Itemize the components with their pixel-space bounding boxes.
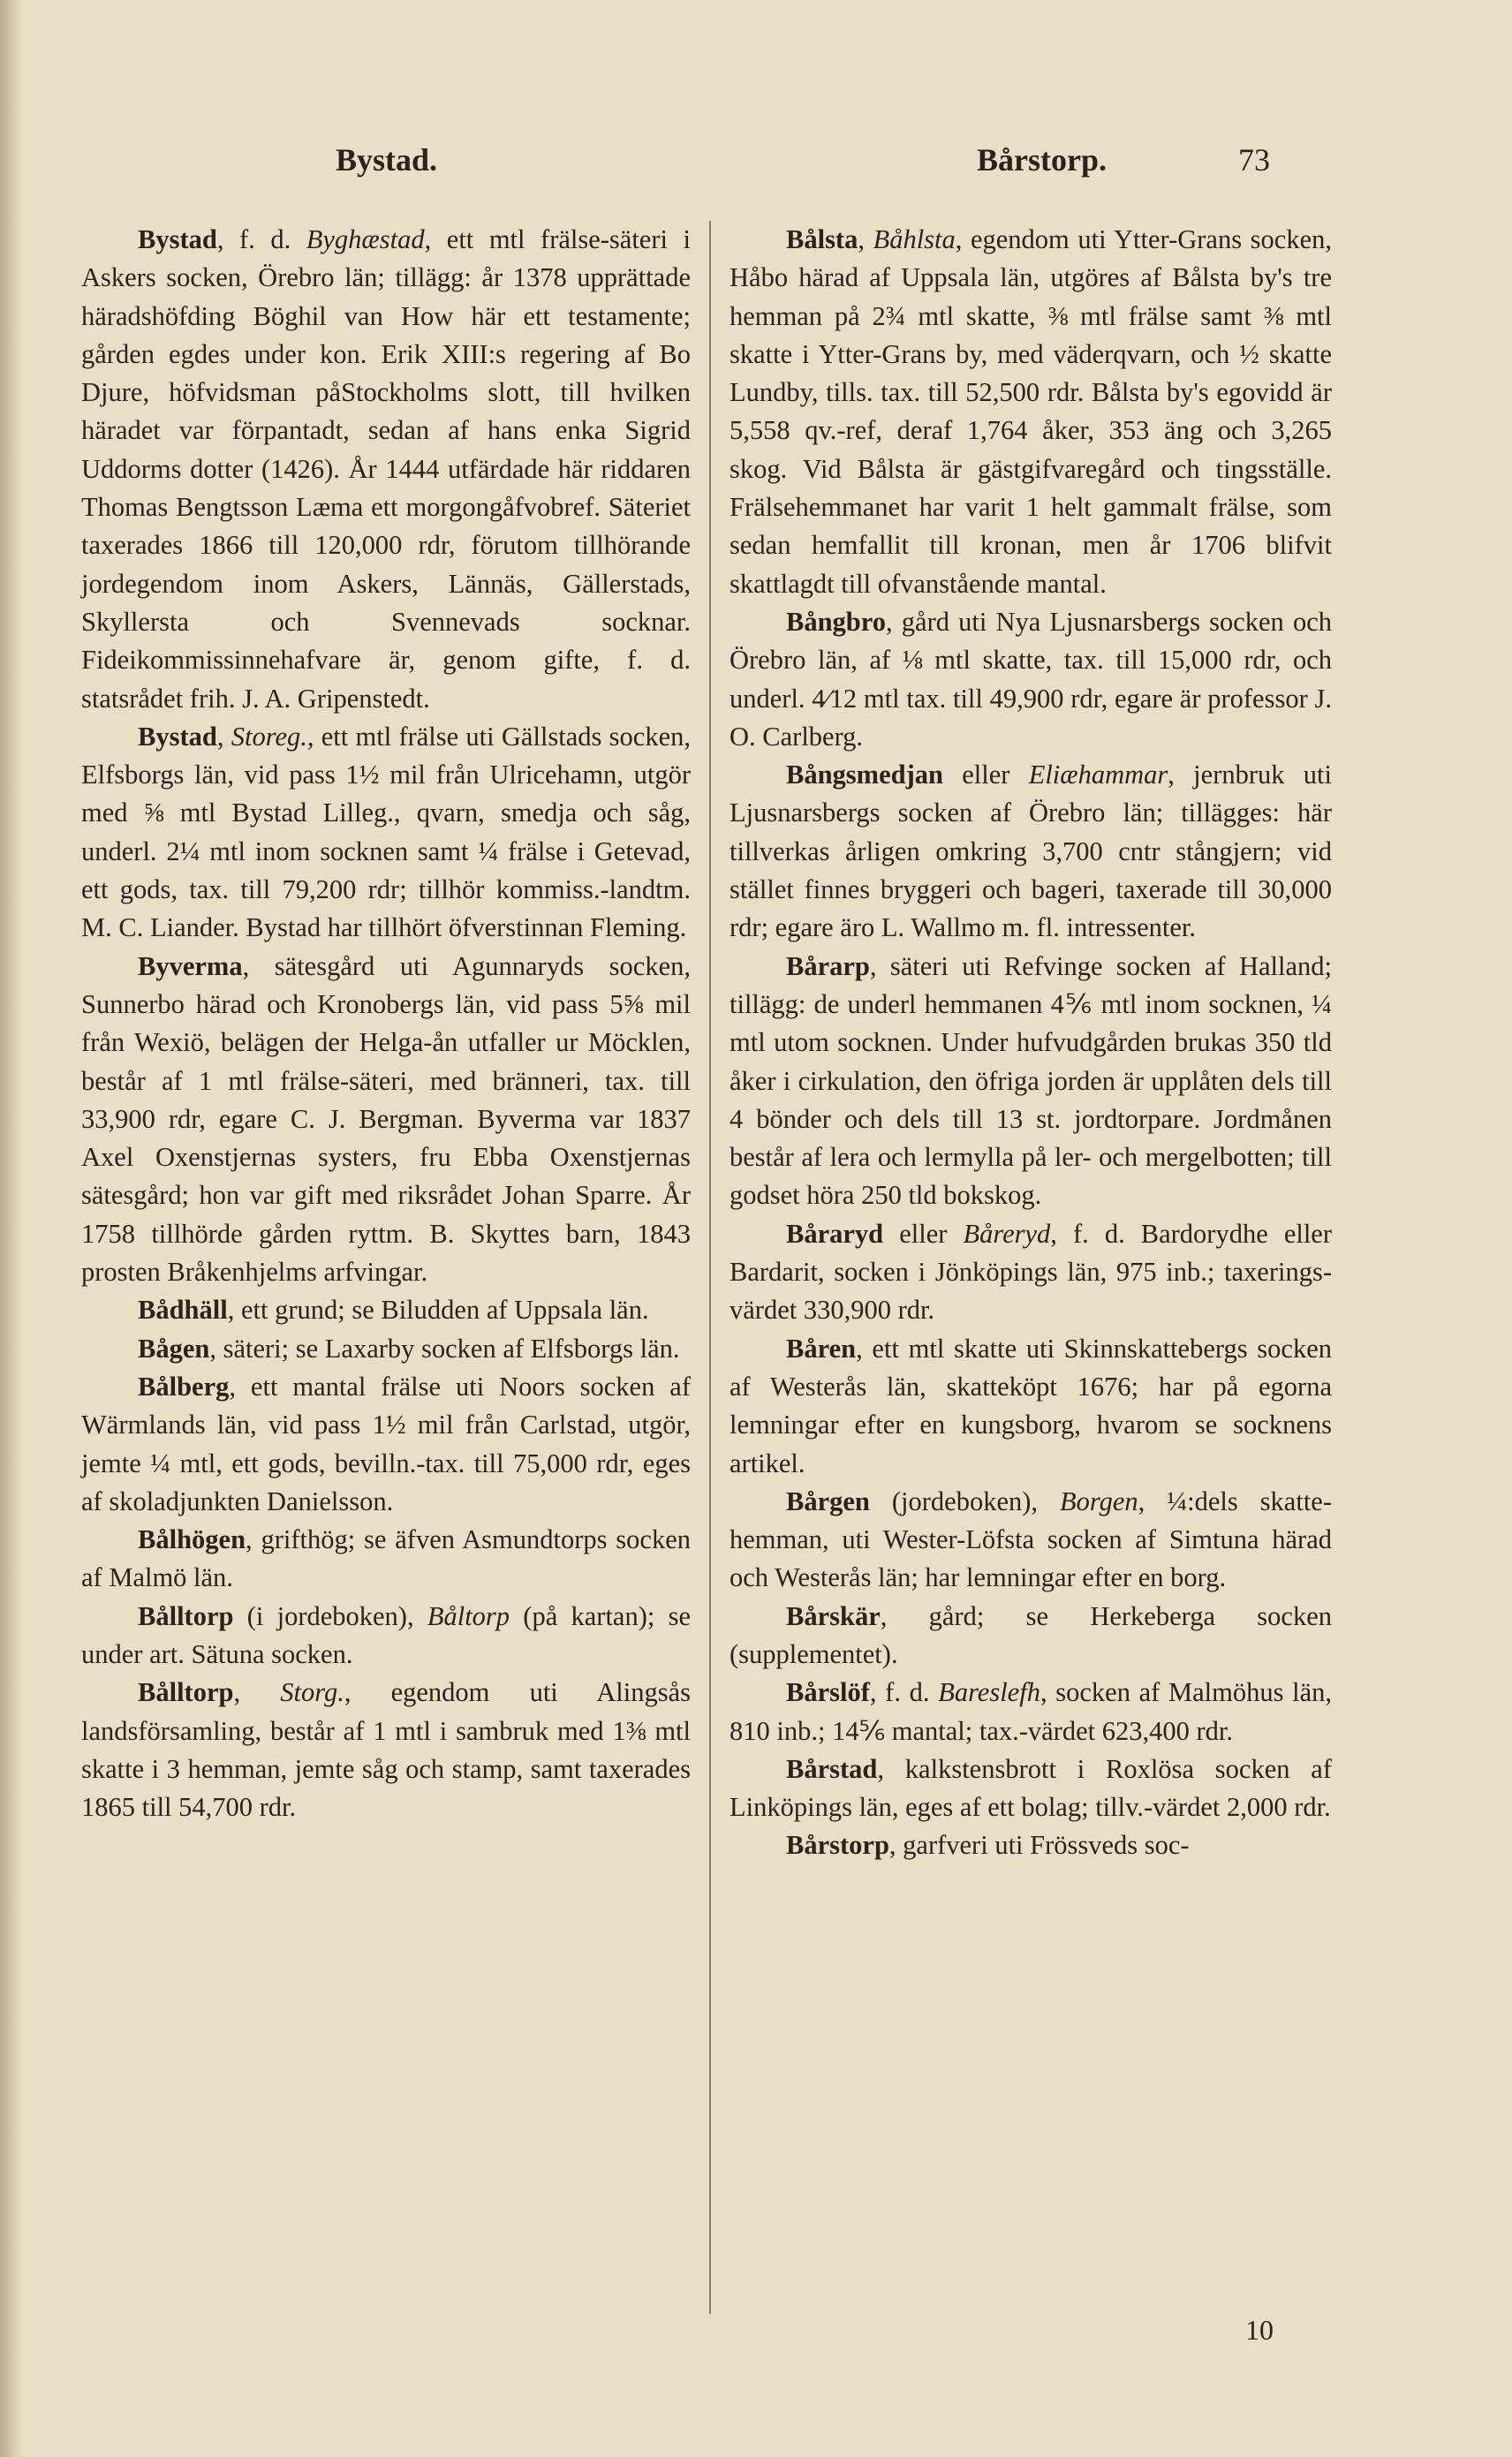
entry-headword: Bålltorp xyxy=(138,1677,234,1708)
entry-headword: Bålsta xyxy=(786,224,858,254)
entry-variant-name: Båreryd xyxy=(963,1218,1051,1249)
dictionary-entry xyxy=(81,1368,691,1521)
dictionary-entry xyxy=(81,1674,691,1826)
left-column xyxy=(81,221,691,1826)
entry-headword: Bångbro xyxy=(786,606,887,637)
entry-headword: Bågen xyxy=(138,1333,210,1364)
entry-headword: Bålberg xyxy=(138,1371,230,1402)
dictionary-entry xyxy=(730,1483,1332,1598)
entry-headword: Bårgen xyxy=(786,1486,870,1516)
entry-headword: Byverma xyxy=(138,950,243,981)
entry-text-continued: , ett mtl frälse-säteri i Askers socken, Örebro län; tillägg: år 1378 upprättade häradshöfding Böghil van How här ett testamente; gården egdes under kon. Erik XIII:s regering af Bo Djure, höfvidsman påStockholms slott, till hvilken häradet var förpantadt, sedan af hans enka Sigrid Uddorms dotter (1426). År 1444 utfärdade här riddaren Thomas Bengtsson Læma ett morgongåfvobref. Säteriet taxerades 1866 till 120,000 rdr, förutom tillhörande jordegendom inom Askers, Lännäs, Gällerstads, Skyllersta och Svennevads socknar. Fideikommissinnehafvare är, genom gifte, f. d. statsrådet frih. J. A. Gripenstedt. xyxy=(81,224,691,714)
entry-text: , xyxy=(858,224,873,254)
entry-text: , f. d. xyxy=(216,224,306,254)
dictionary-entry xyxy=(730,603,1332,756)
entry-headword: Bålltorp xyxy=(138,1600,234,1631)
entry-headword: Bångsmedjan xyxy=(786,760,943,790)
entry-text-continued: (på kartan); se under art. Sätuna socken. xyxy=(81,1600,691,1669)
dictionary-entry xyxy=(730,1826,1332,1864)
dictionary-entry xyxy=(81,1598,691,1675)
entry-headword: Bådhäll xyxy=(138,1295,228,1326)
column-divider xyxy=(709,221,711,2314)
entry-text: (i jordeboken), xyxy=(233,1600,427,1631)
entry-text-continued: , ¼:dels skatte-hemman, uti Wester-Löfsta socken af Simtuna härad och Westerås län; har lemningar efter en borg. xyxy=(730,1486,1332,1593)
dictionary-entry xyxy=(81,1521,691,1598)
entry-text: , säteri; se Laxarby socken af Elfsborgs län. xyxy=(209,1333,680,1364)
dictionary-entry xyxy=(730,948,1332,1215)
entry-text-continued: , jernbruk uti Ljusnarsbergs socken af Örebro län; tillägges: här tillverkas årligen omkring 3,700 cntr stångjern; vid stället finnes bryggeri och bageri, taxerade till 30,000 rdr; egare äro L. Wallmo m. fl. intressenter. xyxy=(730,760,1332,943)
dictionary-entry xyxy=(81,948,691,1292)
dictionary-entry xyxy=(81,1330,691,1368)
entry-headword: Bårstorp xyxy=(786,1830,889,1861)
entry-text: (jordeboken), xyxy=(869,1486,1060,1516)
entry-headword: Bårskär xyxy=(786,1600,881,1631)
entry-variant-name: Bareslefh xyxy=(938,1677,1040,1708)
entry-variant-name: Byghæstad xyxy=(306,224,425,254)
dictionary-entry xyxy=(730,1215,1332,1330)
entry-variant-name: Storg. xyxy=(280,1677,344,1708)
entry-text-continued: , ett mtl frälse uti Gällstads socken, Elfsborgs län, vid pass 1½ mil från Ulricehamn, utgör med ⅝ mtl Bystad Lilleg., qvarn, smedja och såg, underl. 2¼ mtl inom socknen samt ¼ frälse i Getevad, ett gods, tax. till 79,200 rdr; tillhör kommiss.-landtm. M. C. Liander. Bystad har tillhört öfverstinnan Fleming. xyxy=(81,721,691,943)
dictionary-entry xyxy=(730,1674,1332,1750)
entry-text: , garfveri uti Frössveds soc- xyxy=(888,1830,1190,1861)
entry-text: , sätesgård uti Agunnaryds socken, Sunnerbo härad och Kronobergs län, vid pass 5⅝ mil från Wexiö, belägen der Helga-ån utfaller ur Möcklen, består af 1 mtl frälse-säteri, med bränneri, tax. till 33,900 rdr, egare C. J. Bergman. Byverma var 1837 Axel Oxenstjernas systers, fru Ebba Oxenstjernas sätesgård; hon var gift med riksrådet Johan Sparre. År 1758 tillhörde gården ryttm. B. Skyttes barn, 1843 prosten Bråkenhjelms arfvingar. xyxy=(81,950,691,1288)
entry-text: , ett mantal frälse uti Noors socken af Wärmlands län, vid pass 1½ mil från Carlstad, utgör, jemte ¼ mtl, ett gods, bevilln.-tax. till 75,000 rdr, eges af skoladjunkten Danielsson. xyxy=(81,1371,691,1516)
entry-headword: Bålhögen xyxy=(138,1524,246,1555)
dictionary-entry xyxy=(730,1750,1332,1827)
entry-headword: Bårarp xyxy=(786,950,870,981)
entry-text: , säteri uti Refvinge socken af Halland; tillägg: de underl hemmanen 4⅚ mtl inom socknen, ¼ mtl utom socknen. Under hufvudgården brukas 350 tld åker i cirkulation, den öfriga jorden är upplåten dels till 4 bönder och dels till 13 st. jordtorpare. Jordmånen består af lera och lermylla på ler- och mergelbotten; till godset höra 250 tld bokskog. xyxy=(730,950,1332,1211)
dictionary-entry xyxy=(730,1330,1332,1483)
entry-headword: Båren xyxy=(786,1333,857,1364)
running-head xyxy=(79,141,1457,185)
right-column xyxy=(730,221,1332,1865)
entry-text: , xyxy=(216,721,231,752)
entry-text: eller xyxy=(883,1218,964,1249)
entry-headword: Bårslöf xyxy=(786,1677,870,1708)
entry-text-continued: , egendom uti Ytter-Grans socken, Håbo härad af Uppsala län, utgöres af Bålsta by's tre hemman på 2¾ mtl skatte, ⅜ mtl frälse samt ⅜ mtl skatte i Ytter-Grans by, med väderqvarn, och ½ skatte Lundby, tills. tax. till 52,500 rdr. Bålsta by's egovidd är 5,558 qv.-ref, deraf 1,764 åker, 353 äng och 3,265 skog. Vid Bålsta är gästgifvaregård och tingsställe. Frälsehemmanet har varit 1 helt gammalt frälse, som sedan hemfallit till kronan, men år 1706 blifvit skattlagdt till ofvanstående mantal. xyxy=(730,224,1332,599)
dictionary-entry xyxy=(730,221,1332,603)
entry-text: eller xyxy=(942,760,1029,790)
entry-headword: Bystad xyxy=(138,721,217,752)
dictionary-entry xyxy=(730,1598,1332,1675)
entry-text: , ett mtl skatte uti Skinnskattebergs socken af Westerås län, skatteköpt 1676; har på egorna lemningar efter en kungsborg, hvarom se socknens artikel. xyxy=(730,1333,1332,1478)
signature-mark: 10 xyxy=(1245,2314,1274,2346)
page-edge xyxy=(0,0,23,2457)
entry-headword: Bårstad xyxy=(786,1753,878,1784)
dictionary-entry xyxy=(81,718,691,948)
entry-variant-name: Båltorp xyxy=(427,1600,510,1631)
entry-text: , gård uti Nya Ljusnarsbergs socken och Örebro län, af ⅛ mtl skatte, tax. till 15,000 rdr, och underl. 4⁄12 mtl tax. till 49,900 rdr, egare är professor J. O. Carlberg. xyxy=(730,606,1332,752)
entry-variant-name: Båhlsta xyxy=(873,224,956,254)
entry-text: , ett grund; se Biludden af Uppsala län. xyxy=(227,1295,649,1326)
entry-text-continued: , f. d. Bardorydhe eller Bardarit, socken i Jönköpings län, 975 inb.; taxerings-värdet 330,900 rdr. xyxy=(730,1218,1332,1326)
entry-text: , gård; se Herkeberga socken (supplementet). xyxy=(730,1600,1332,1669)
header-left-catchword: Bystad. xyxy=(336,142,438,178)
entry-text: , f. d. xyxy=(869,1677,939,1708)
entry-text: , xyxy=(233,1677,281,1708)
entry-text: , kalkstensbrott i Roxlösa socken af Linköpings län, eges af ett bolag; tillv.-värdet 2,000 rdr. xyxy=(730,1753,1332,1823)
header-right-catchword: Bårstorp. xyxy=(977,142,1107,178)
page-number: 73 xyxy=(1238,142,1270,178)
entry-text-continued: , egendom uti Alingsås landsförsamling, består af 1 mtl i sambruk med 1⅜ mtl skatte i 3 hemman, jemte såg och stamp, samt taxerades 1865 till 54,700 rdr. xyxy=(81,1677,691,1823)
entry-variant-name: Borgen xyxy=(1059,1486,1138,1516)
entry-text: , grifthög; se äfven Asmundtorps socken af Malmö län. xyxy=(81,1524,691,1593)
entry-variant-name: Storeg. xyxy=(231,721,307,752)
entry-variant-name: Eliæhammar xyxy=(1028,760,1168,790)
entry-text-continued: , socken af Malmöhus län, 810 inb.; 14⅚ mantal; tax.-värdet 623,400 rdr. xyxy=(730,1677,1332,1746)
dictionary-entry xyxy=(730,756,1332,947)
dictionary-entry xyxy=(81,221,691,718)
entry-headword: Bystad xyxy=(138,224,217,254)
entry-headword: Båraryd xyxy=(786,1218,884,1249)
dictionary-entry xyxy=(81,1291,691,1329)
